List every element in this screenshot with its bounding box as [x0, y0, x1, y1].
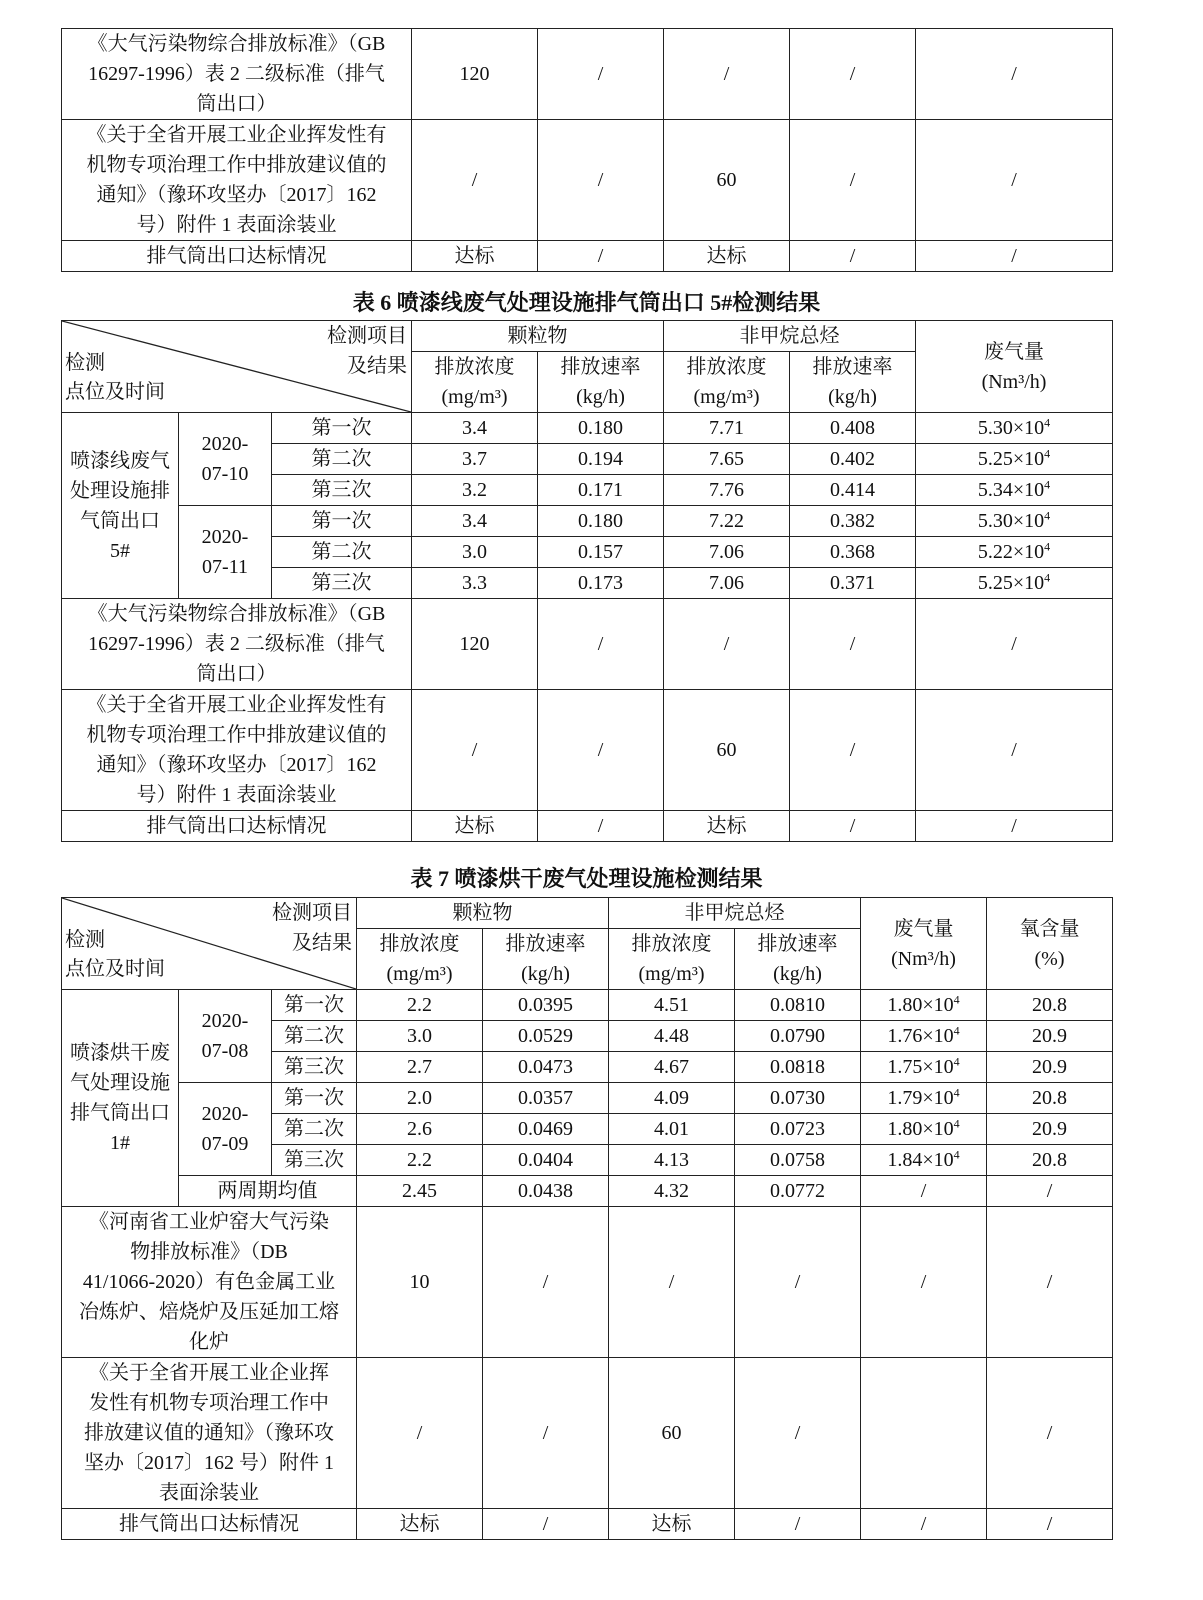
table-header-row: 排放浓度 (mg/m³) 排放速率 (kg/h) 排放浓度 (mg/m³) 排放速率 (kg/h)	[62, 352, 1113, 413]
table-row: 第三次 3.3 0.173 7.06 0.371 $5.25\times 10^4$	[62, 568, 1113, 599]
date-cell: 2020- 07-09	[179, 1083, 272, 1176]
table-row: 喷漆线废气 处理设施排 气筒出口 5# 2020- 07-10 第一次 3.4 0.180 7.71 0.408 $5.30\times 10^4$	[62, 413, 1113, 444]
average-label: 两周期均值	[179, 1176, 357, 1207]
table-row: 2020- 07-11 第一次 3.4 0.180 7.22 0.382 $5.30\times 10^4$	[62, 506, 1113, 537]
table-row: 第二次 3.0 0.0529 4.48 0.0790 $1.76\times 10^4$ 20.9	[62, 1021, 1113, 1052]
cell-value: 60	[664, 120, 790, 241]
table-header-row	[62, 321, 1113, 352]
standard-gb16297: 《大气污染物综合排放标准》（GB 16297-1996）表 2 二级标准（排气 筒出口）	[62, 599, 412, 690]
table-row: 《大气污染物综合排放标准》（GB 16297-1996）表 2 二级标准（排气 筒出口） 120 / / / /	[62, 599, 1113, 690]
table-5-continuation	[61, 28, 1113, 272]
table-row: 第二次 3.7 0.194 7.65 0.402 $5.25\times 10^4$	[62, 444, 1113, 475]
table-row: 《关于全省开展工业企业挥 发性有机物专项治理工作中 排放建议值的通知》（豫环攻 坚办〔2017〕162 号）附件 1 表面涂装业 / / 60 / /	[62, 1358, 1113, 1509]
standard-voc-notice: 《关于全省开展工业企业挥发性有 机物专项治理工作中排放建议值的 通知》（豫环攻坚办〔2017〕162 号）附件 1 表面涂装业	[62, 120, 412, 241]
standard-voc-notice: 《关于全省开展工业企业挥 发性有机物专项治理工作中 排放建议值的通知》（豫环攻 坚办〔2017〕162 号）附件 1 表面涂装业	[62, 1358, 357, 1509]
cell-value: 120	[412, 29, 538, 120]
table-7	[61, 897, 1113, 1540]
table-row: 第二次 2.6 0.0469 4.01 0.0723 $1.80\times 10^4$ 20.9	[62, 1114, 1113, 1145]
compliance-label: 排气筒出口达标情况	[62, 811, 412, 842]
compliance-label: 排气筒出口达标情况	[62, 1509, 357, 1540]
table-row: 《河南省工业炉窑大气污染 物排放标准》（DB 41/1066-2020）有色金属工业 冶炼炉、焙烧炉及压延加工熔 化炉 10 / / / / /	[62, 1207, 1113, 1358]
table-row: 排气筒出口达标情况 达标 / 达标 / /	[62, 241, 1113, 272]
header-nmhc: 非甲烷总烃	[609, 898, 861, 929]
table-header-row	[62, 898, 1113, 929]
standard-voc-notice: 《关于全省开展工业企业挥发性有 机物专项治理工作中排放建议值的 通知》（豫环攻坚办〔2017〕162 号）附件 1 表面涂装业	[62, 690, 412, 811]
table-row: 第三次 2.2 0.0404 4.13 0.0758 $1.84\times 10^4$ 20.8	[62, 1145, 1113, 1176]
table-7-caption: 表 7 喷漆烘干废气处理设施检测结果	[410, 866, 763, 891]
table-row: 第三次 2.7 0.0473 4.67 0.0818 $1.75\times 10^4$ 20.9	[62, 1052, 1113, 1083]
table-row: 喷漆烘干废 气处理设施 排气筒出口 1# 2020- 07-08 第一次 2.2 0.0395 4.51 0.0810 $1.80\times 10^4$ 20.8	[62, 990, 1113, 1021]
table-6	[61, 320, 1113, 842]
table-6-caption: 表 6 喷漆线废气处理设施排气筒出口 5#检测结果	[352, 290, 821, 315]
table-row: 排气筒出口达标情况 达标 / 达标 / / /	[62, 1509, 1113, 1540]
table-row: 第三次 3.2 0.171 7.76 0.414 $5.34\times 10^4$	[62, 475, 1113, 506]
header-nmhc: 非甲烷总烃	[664, 321, 916, 352]
table-row: 《大气污染物综合排放标准》（GB 16297-1996）表 2 二级标准（排气 筒出口） 120 / / / /	[62, 29, 1113, 120]
table-row: 《关于全省开展工业企业挥发性有 机物专项治理工作中排放建议值的 通知》（豫环攻坚办〔2017〕162 号）附件 1 表面涂装业 / / 60 / /	[62, 690, 1113, 811]
table-row: 2020- 07-09 第一次 2.0 0.0357 4.09 0.0730 $1.79\times 10^4$ 20.8	[62, 1083, 1113, 1114]
date-cell: 2020- 07-11	[179, 506, 272, 599]
table-row: 第二次 3.0 0.157 7.06 0.368 $5.22\times 10^4$	[62, 537, 1113, 568]
table-row: 两周期均值 2.45 0.0438 4.32 0.0772 / /	[62, 1176, 1113, 1207]
standard-db41-1066: 《河南省工业炉窑大气污染 物排放标准》（DB 41/1066-2020）有色金属工业 冶炼炉、焙烧炉及压延加工熔 化炉	[62, 1207, 357, 1358]
header-particulate: 颗粒物	[412, 321, 664, 352]
header-particulate: 颗粒物	[357, 898, 609, 929]
table-row: 排气筒出口达标情况 达标 / 达标 / /	[62, 811, 1113, 842]
compliance-label: 排气筒出口达标情况	[62, 241, 412, 272]
table-row: 《关于全省开展工业企业挥发性有 机物专项治理工作中排放建议值的 通知》（豫环攻坚办〔2017〕162 号）附件 1 表面涂装业 / / 60 / /	[62, 120, 1113, 241]
location-cell: 喷漆烘干废 气处理设施 排气筒出口 1#	[62, 990, 179, 1207]
table-header-row: 排放浓度 (mg/m³) 排放速率 (kg/h) 排放浓度 (mg/m³) 排放速率 (kg/h)	[62, 929, 1113, 990]
diagonal-header-cell: 检测项目 及结果 检测 点位及时间	[62, 898, 357, 990]
location-cell: 喷漆线废气 处理设施排 气筒出口 5#	[62, 413, 179, 599]
standard-gb16297: 《大气污染物综合排放标准》（GB 16297-1996）表 2 二级标准（排气 筒出口）	[62, 29, 412, 120]
header-gas-volume: 废气量 (Nm³/h)	[916, 321, 1113, 413]
header-oxygen: 氧含量 (%)	[987, 898, 1113, 990]
diagonal-header-cell: 检测项目 及结果 检测 点位及时间	[62, 321, 412, 413]
date-cell: 2020- 07-10	[179, 413, 272, 506]
header-gas-volume: 废气量 (Nm³/h)	[861, 898, 987, 990]
date-cell: 2020- 07-08	[179, 990, 272, 1083]
